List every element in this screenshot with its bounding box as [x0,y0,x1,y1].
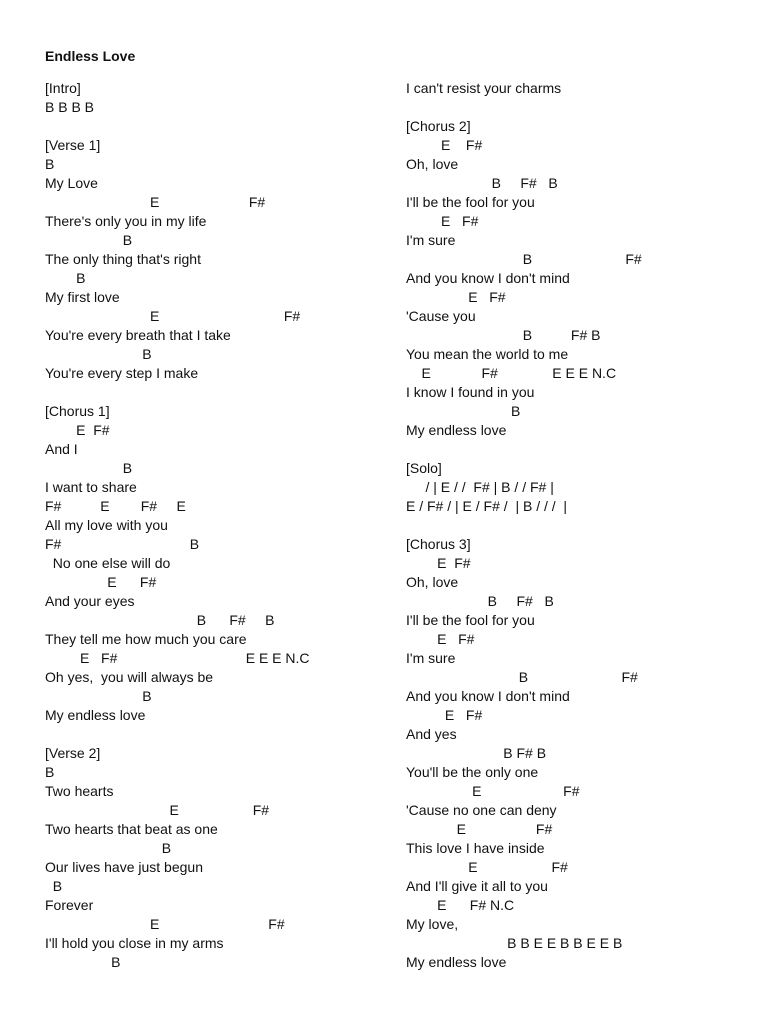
lyric-line: You're every breath that I take [45,327,231,343]
lyric-line: B F# B [406,175,558,191]
lyric-line: E F# [406,289,506,305]
lyric-line: E F# [406,137,483,153]
left-column [45,79,385,972]
lyric-line: I'm sure [406,232,456,248]
lyric-line: B [45,764,55,780]
lyric-line: And I [45,441,78,457]
lyric-line: Our lives have just begun [45,859,203,875]
lyric-line: E F# [45,308,301,324]
lyric-line: E F# [406,213,479,229]
lyric-line [45,117,385,136]
lyric-line: No one else will do [45,555,171,571]
lyric-line: 'Cause you [406,308,476,324]
lyric-line: E F# [45,574,157,590]
lyric-line: There's only you in my life [45,213,207,229]
lyric-line [45,725,385,744]
lyric-line: E F# [45,916,285,932]
lyric-line: I'll hold you close in my arms [45,935,224,951]
lyric-line: I'll be the fool for you [406,194,535,210]
lyric-line: My love, [406,916,459,932]
lyric-line: Two hearts that beat as one [45,821,218,837]
right-column [406,79,746,972]
lyric-line: They tell me how much you care [45,631,247,647]
lyric-line: You'll be the only one [406,764,539,780]
lyric-line: [Intro] [45,80,81,96]
lyric-line: B [45,346,152,362]
lyric-line: E F# [406,555,471,571]
lyric-line: [Chorus 2] [406,118,471,134]
lyric-line: E F# [45,194,266,210]
lyric-line: F# E F# E [45,498,186,514]
lyric-line: I want to share [45,479,137,495]
lyric-line: 'Cause no one can deny [406,802,557,818]
lyric-line: B F# B [45,612,275,628]
lyric-line: And you know I don't mind [406,270,570,286]
lyric-line: B B E E B B E E B [406,935,623,951]
lyric-line: E / F# / | E / F# / | B / / / | [406,498,568,514]
lyric-line: B B B B [45,99,95,115]
lyric-line: My endless love [406,954,507,970]
lyric-line: [Chorus 1] [45,403,110,419]
lyric-line: F# B [45,536,200,552]
lyric-line: Forever [45,897,94,913]
lyric-line: E F# [406,631,475,647]
lyric-line: And I'll give it all to you [406,878,548,894]
song-title: Endless Love [45,48,136,64]
lyric-line: And your eyes [45,593,135,609]
lyric-line: E F# E E E N.C [45,650,310,666]
lyric-line: E F# [406,859,568,875]
lyric-line: B [45,270,86,286]
lyric-line: This love I have inside [406,840,545,856]
lyric-line: [Chorus 3] [406,536,471,552]
lyric-line: Oh, love [406,156,459,172]
lyric-line: [Solo] [406,460,442,476]
lyric-line: [Verse 1] [45,137,101,153]
lyric-line: E F# [406,783,580,799]
lyric-line: E F# E E E N.C [406,365,617,381]
lyric-line: E F# [406,821,553,837]
lyric-line: My first love [45,289,120,305]
lyric-line: E F# [406,707,483,723]
lyric-line: B [406,403,521,419]
lyric-line [406,516,746,535]
lyric-line: B [45,688,152,704]
lyric-line: My Love [45,175,98,191]
lyric-line: Oh yes, you will always be [45,669,214,685]
lyric-line: E F# [45,422,110,438]
lyric-line: B [45,840,172,856]
lyric-line: [Verse 2] [45,745,101,761]
lyric-line: My endless love [45,707,146,723]
lyric-line: B F# B [406,745,547,761]
lyric-line: And you know I don't mind [406,688,570,704]
lyric-line: I can't resist your charms [406,80,562,96]
lyric-line: B F# [406,669,638,685]
lyric-line: I'm sure [406,650,456,666]
lyric-line: And yes [406,726,457,742]
lyric-line [406,98,746,117]
lyric-line: My endless love [406,422,507,438]
lyric-line: All my love with you [45,517,168,533]
lyric-line: I know I found in you [406,384,535,400]
lyric-line: You mean the world to me [406,346,569,362]
lyric-line: The only thing that's right [45,251,201,267]
lyric-line: B [45,156,55,172]
lyric-line: B [45,878,63,894]
lyric-line: Oh, love [406,574,459,590]
lyric-line: B [45,954,121,970]
lyric-line: I'll be the fool for you [406,612,535,628]
lyric-line: B [45,232,133,248]
lyric-line: B [45,460,133,476]
lyric-line: B F# B [406,327,601,343]
lyric-line [406,440,746,459]
lyric-line: E F# N.C [406,897,515,913]
lyric-line: You're every step I make [45,365,199,381]
lyric-line: Two hearts [45,783,114,799]
lyric-line: / | E / / F# | B / / F# | [406,479,554,495]
lyric-line: B F# [406,251,642,267]
lyric-line: E F# [45,802,270,818]
lyric-line [45,383,385,402]
lyric-line: B F# B [406,593,554,609]
